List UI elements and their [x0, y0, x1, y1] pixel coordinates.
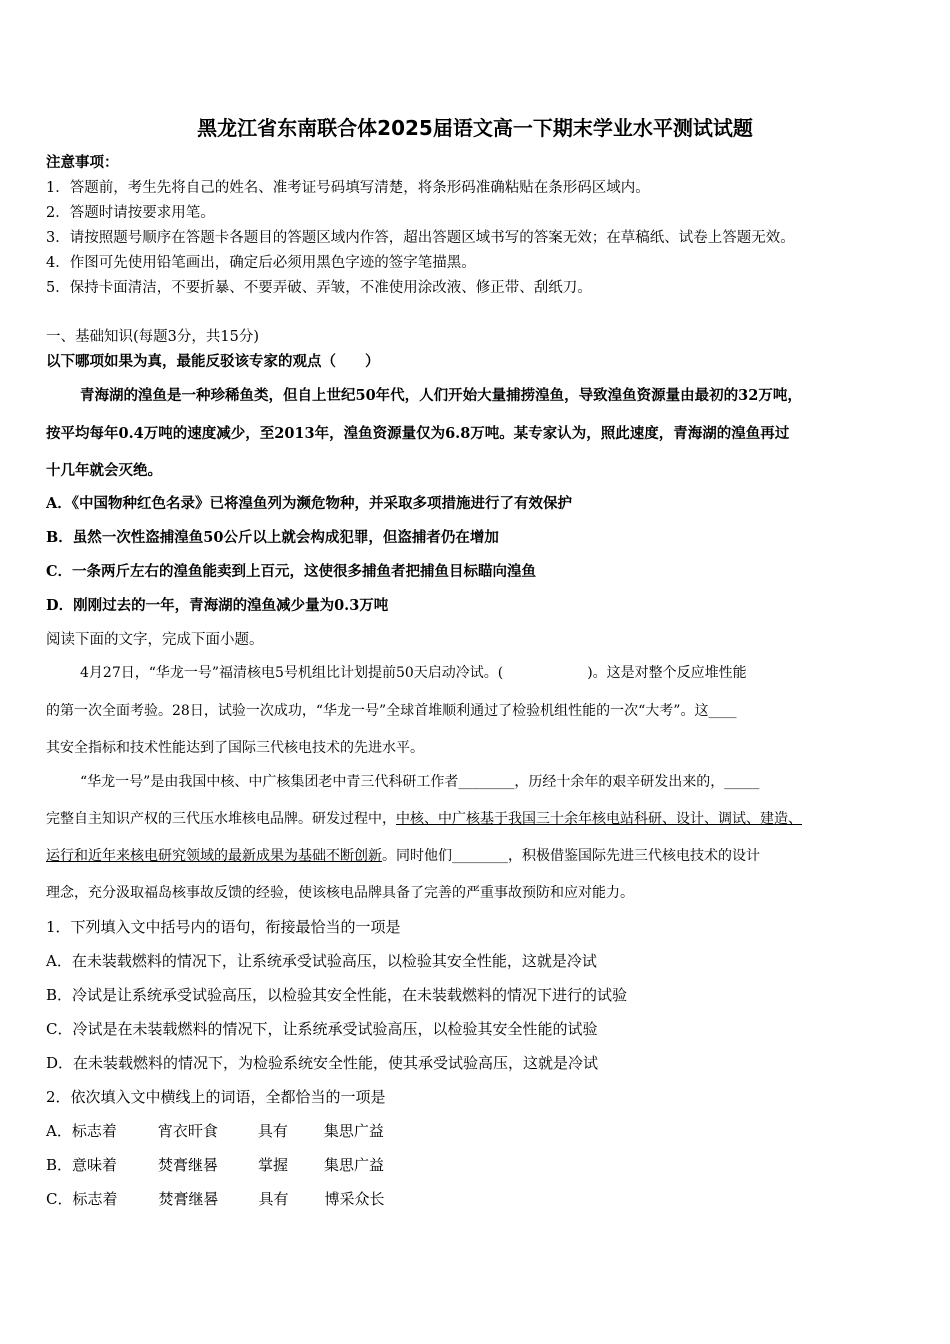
- passage-line: 青海湖的湟鱼是一种珍稀鱼类，但自上世纪50年代，人们开始大量捕捞湟鱼，导致湟鱼资源量由最初的32万吨，: [80, 387, 802, 404]
- section-heading: 一、基础知识(每题3分，共15分): [46, 329, 259, 345]
- passage-line: 十几年就会灭绝。: [46, 462, 162, 479]
- option-c: [46, 1188, 385, 1209]
- option-c: C．冷试是在未装载燃料的情况下，让系统承受试验高压，以检验其安全性能的试验: [46, 1020, 598, 1038]
- option-word: 博采众长: [324, 1190, 385, 1208]
- question-stem: 2．依次填入文中横线上的词语，全都恰当的一项是: [46, 1088, 386, 1106]
- reading-line: 理念，充分汲取福岛核事故反馈的经验，使该核电品牌具备了完善的严重事故预防和应对能力。: [46, 885, 634, 901]
- option-d: D．刚刚过去的一年，青海湖的湟鱼减少量为0.3万吨: [46, 597, 389, 614]
- notice-item: 1．答题前，考生先将自己的姓名、准考证号码填写清楚，将条形码准确粘贴在条形码区域内。: [46, 180, 650, 196]
- option-b: [46, 1154, 384, 1175]
- underlined-sentence: 运行和近年来核电研究领域的最新成果为基础不断创新: [46, 848, 382, 864]
- option-label: B．: [46, 1156, 73, 1174]
- option-word: 具有: [257, 1122, 288, 1140]
- option-b: B．冷试是让系统承受试验高压，以检验其安全性能，在未装载燃料的情况下进行的试验: [46, 986, 628, 1004]
- option-word: 宵衣旰食: [157, 1122, 218, 1140]
- option-label: A．: [46, 1122, 72, 1140]
- option-word: 焚膏继晷: [158, 1190, 219, 1208]
- option-word: 集思广益: [323, 1122, 384, 1140]
- notice-item: 5．保持卡面清洁，不要折暴、不要弄破、弄皱，不准使用涂改液、修正带、刮纸刀。: [46, 280, 592, 296]
- reading-line: 4月27日，“华龙一号”福清核电5号机组比计划提前50天启动冷试。( )。这是对整个反应堆性能: [80, 665, 747, 681]
- question-stem: 1．下列填入文中括号内的语句，衔接最恰当的一项是: [46, 918, 401, 936]
- option-label: C．: [46, 1190, 73, 1208]
- option-c: C．一条两斤左右的湟鱼能卖到上百元，这使很多捕鱼者把捕鱼目标瞄向湟鱼: [46, 563, 537, 580]
- notice-item: 4．作图可先使用铅笔画出，确定后必须用黑色字迹的签字笔描黑。: [46, 255, 476, 271]
- notice-item: 2．答题时请按要求用笔。: [46, 205, 215, 221]
- option-word: 标志着: [71, 1122, 117, 1140]
- reading-line: 的第一次全面考验。28日，试验一次成功，“华龙一号”全球首堆顺利通过了检验机组性能的一次“大考”。这____: [46, 703, 737, 719]
- reading-line: 其安全指标和技术性能达到了国际三代核电技术的先进水平。: [46, 740, 424, 756]
- page-title: 黑龙江省东南联合体2025届语文高一下期末学业水平测试试题: [197, 116, 753, 140]
- option-d: D．在未装载燃料的情况下，为检验系统安全性能，使其承受试验高压，这就是冷试: [46, 1054, 599, 1072]
- reading-line: [46, 845, 760, 865]
- question-stem: 以下哪项如果为真，最能反驳该专家的观点（ ）: [46, 353, 380, 370]
- option-word: 集思广益: [324, 1156, 385, 1174]
- passage-line: 按平均每年0.4万吨的速度减少，至2013年，湟鱼资源量仅为6.8万吨。某专家认为，照此速度，青海湖的湟鱼再过: [46, 425, 790, 442]
- option-a: A．《中国物种红色名录》已将湟鱼列为濒危物种，并采取多项措施进行了有效保护: [46, 495, 572, 512]
- option-word: 焚膏继晷: [158, 1156, 219, 1174]
- option-word: 掌握: [258, 1156, 289, 1174]
- option-word: 意味着: [72, 1156, 118, 1174]
- reading-intro: 阅读下面的文字，完成下面小题。: [46, 632, 264, 648]
- reading-line: “华龙一号”是由我国中核、中广核集团老中青三代科研工作者________，历经十余年的艰辛研发出来的，_____: [80, 774, 760, 790]
- option-word: 具有: [258, 1190, 289, 1208]
- reading-line: [46, 808, 802, 828]
- option-a: A．在未装载燃料的情况下，让系统承受试验高压，以检验其安全性能，这就是冷试: [46, 952, 597, 970]
- reading-text: 完整自主知识产权的三代压水堆核电品牌。研发过程中，: [46, 811, 396, 827]
- option-word: 标志着: [72, 1190, 118, 1208]
- reading-text: 。同时他们________，积极借鉴国际先进三代核电技术的设计: [382, 848, 760, 864]
- option-a: [46, 1120, 384, 1141]
- notice-heading: 注意事项：: [46, 154, 119, 171]
- underlined-sentence: 中核、中广核基于我国三十余年核电站科研、设计、调试、建造、: [396, 811, 802, 827]
- notice-item: 3．请按照题号顺序在答题卡各题目的答题区域内作答，超出答题区域书写的答案无效；在草稿纸、试卷上答题无效。: [46, 230, 795, 246]
- option-b: B．虽然一次性盗捕湟鱼50公斤以上就会构成犯罪，但盗捕者仍在增加: [46, 529, 499, 546]
